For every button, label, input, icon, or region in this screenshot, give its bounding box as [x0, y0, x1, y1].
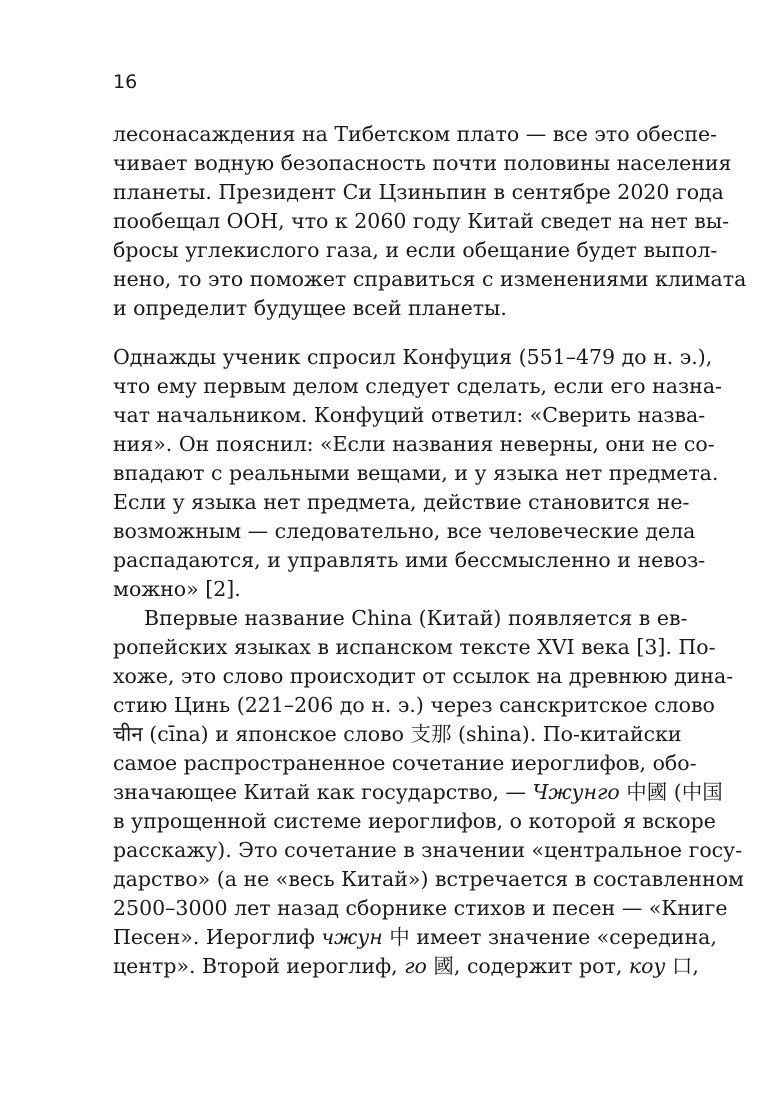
text-line: и определит будущее всей планеты. [113, 296, 507, 320]
text-line: чивает водную безопасность почти половины населения [113, 151, 732, 175]
transliteration-term: коу [628, 954, 666, 978]
text-run: 國, содержит рот, [426, 954, 629, 978]
text-line: Однажды ученик спросил Конфуция (551–479 до н. э.), [113, 345, 713, 369]
text-line: расскажу). Это сочетание в значении «центральное госу- [113, 838, 743, 862]
text-run: 中國 (中国 [619, 780, 723, 804]
text-line: дарство» (а не «весь Китай») встречается в составленном [113, 867, 744, 891]
text-run: Песен». Иероглиф [113, 925, 322, 949]
page-number: 16 [113, 71, 138, 93]
text-line: можно» [2]. [113, 577, 241, 601]
text-line: самое распространенное сочетание иероглифов, обо- [113, 751, 697, 775]
text-line: хоже, это слово происходит от ссылок на древнюю дина- [113, 664, 734, 688]
text-line [113, 778, 723, 807]
text-run: значающее Китай как государство, — [113, 780, 533, 804]
text-line: чат начальником. Конфуций ответил: «Сверить назва- [113, 403, 706, 427]
transliteration-term: го [404, 954, 427, 978]
text-line: распадаются, и управлять ими бессмысленно и невоз- [113, 548, 706, 572]
text-body [113, 343, 744, 981]
text-line: 2500–3000 лет назад сборнике стихов и песен — «Книге [113, 896, 728, 920]
paragraph-china-name [113, 604, 744, 981]
text-line [113, 923, 717, 952]
text-line: лесонасаждения на Тибетском плато — все это обеспе- [113, 122, 718, 146]
text-run: центр». Второй иероглиф, [113, 954, 405, 978]
text-line: ния». Он пояснил: «Если названия неверны, они не со- [113, 432, 715, 456]
transliteration-term: чжун [321, 925, 383, 949]
text-line: ропейских языках в испанском тексте XVI века [3]. По- [113, 635, 716, 659]
text-line [113, 952, 699, 981]
text-line: что ему первым делом следует сделать, если его назна- [113, 374, 722, 398]
text-run: 中 имеет значение «середина, [382, 925, 717, 949]
text-line: возможным — следовательно, все человеческие дела [113, 519, 696, 543]
paragraph-water-security [113, 120, 747, 323]
paragraph-confucius [113, 343, 722, 604]
text-line: Если у языка нет предмета, действие становится не- [113, 490, 690, 514]
text-line: चीन (cīna) и японское слово 支那 (shina). По-китайски [113, 722, 682, 746]
text-run: 口, [665, 954, 699, 978]
text-line: в упрощенной системе иероглифов, о которой я вскоре [113, 809, 716, 833]
text-line: пообещал ООН, что к 2060 году Китай сведет на нет вы- [113, 209, 730, 233]
transliteration-term: Чжунго [532, 780, 620, 804]
text-line: планеты. Президент Си Цзиньпин в сентябре 2020 года [113, 180, 724, 204]
text-line: бросы углекислого газа, и если обещание будет выпол- [113, 238, 718, 262]
text-line: нено, то это поможет справиться с изменениями климата [113, 267, 747, 291]
text-line: стию Цинь (221–206 до н. э.) через санскритское слово [113, 693, 715, 717]
text-line: Впервые название China (Китай) появляется в ев- [144, 606, 688, 630]
text-line: впадают с реальными вещами, и у языка нет предмета. [113, 461, 719, 485]
